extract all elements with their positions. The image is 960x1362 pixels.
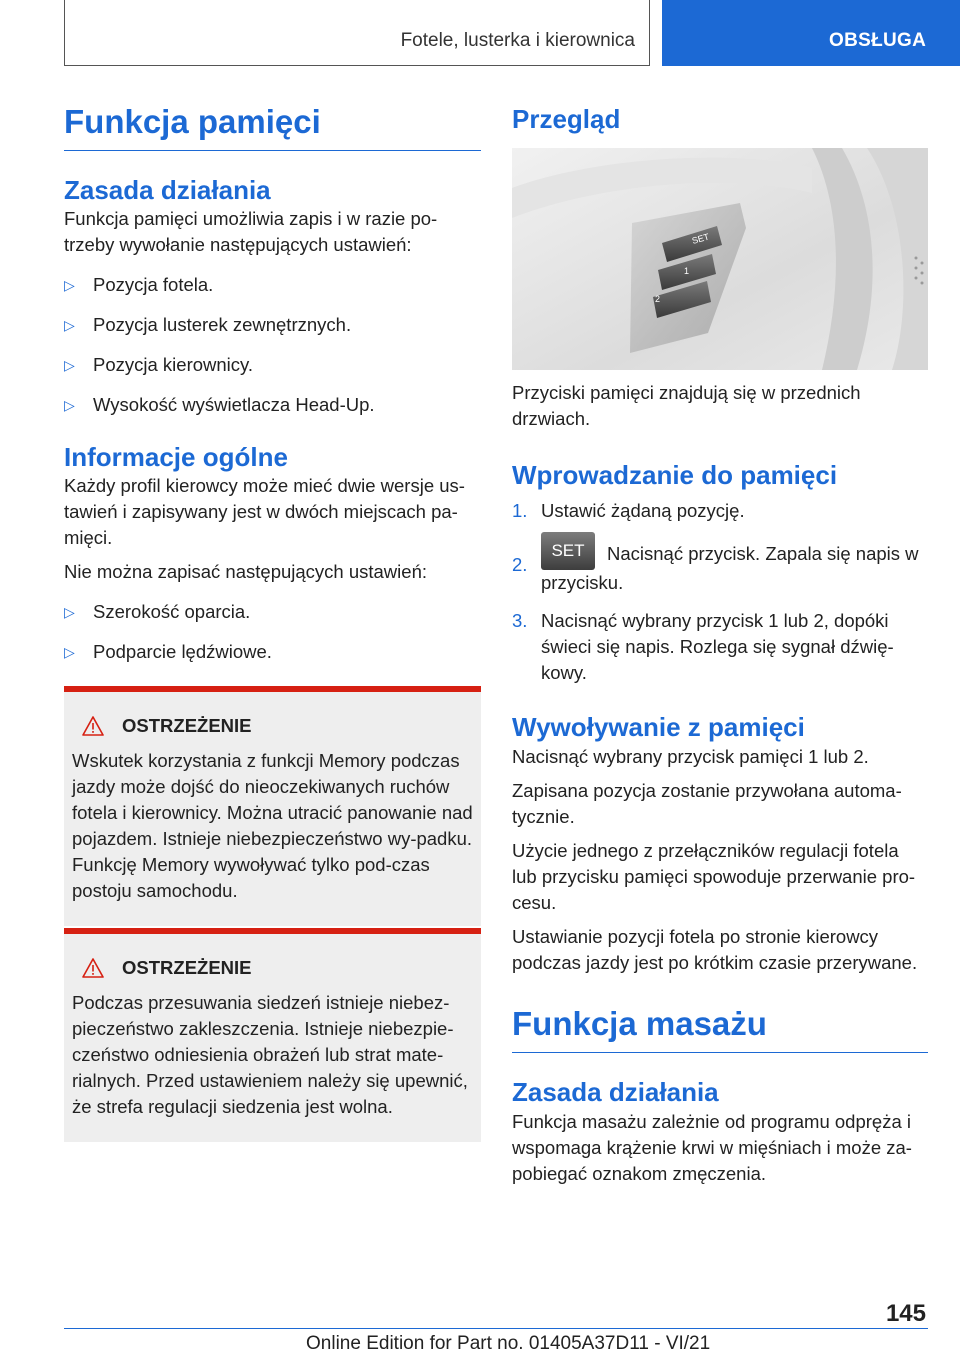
memory-title: Funkcja pamięci bbox=[64, 100, 481, 151]
memory-buttons-photo bbox=[512, 148, 928, 370]
door-panel-illustration bbox=[512, 148, 928, 370]
principle-list bbox=[64, 272, 481, 418]
recall-text-2: Zapisana pozycja zostanie przywołana automa-tycznie. bbox=[512, 780, 902, 827]
footer-divider bbox=[64, 1328, 928, 1329]
recall-text-3: Użycie jednego z przełączników regulacji fotela lub przycisku pamięci spowoduje przerwanie pro-cesu. bbox=[512, 840, 916, 913]
store-steps bbox=[512, 498, 928, 686]
right-column-top bbox=[512, 100, 928, 138]
photo-set-label: SET bbox=[690, 231, 711, 246]
triangle-bullet-icon: ▷ bbox=[64, 644, 75, 660]
warning-1-title: OSTRZEŻENIE bbox=[122, 715, 252, 736]
overview-title: Przegląd bbox=[512, 104, 621, 134]
page-number: 145 bbox=[885, 1300, 926, 1327]
header-tab[interactable] bbox=[662, 0, 960, 66]
not-saved-list bbox=[64, 599, 481, 665]
general-title: Informacje ogólne bbox=[64, 442, 288, 472]
header-section-title: Fotele, lusterka i kierownica bbox=[400, 30, 635, 51]
overview-caption: Przyciski pamięci znajdują się w przednich drzwiach. bbox=[512, 382, 861, 429]
recall-text-4: Ustawianie pozycji fotela po stronie kierowcy podczas jazdy jest po krótkim czasie przerywane. bbox=[512, 926, 918, 973]
set-button-icon: SET bbox=[541, 532, 595, 570]
warning-triangle-icon bbox=[82, 958, 104, 978]
general-text: Każdy profil kierowcy może mieć dwie wersje us-tawień i zapisywany jest w dwóch miejscach pa-mięci. bbox=[64, 475, 465, 548]
left-column bbox=[64, 100, 481, 721]
massage-title: Funkcja masażu bbox=[512, 1002, 928, 1053]
warning-box-2 bbox=[64, 928, 481, 1142]
right-column bbox=[512, 380, 928, 1187]
list-item: ▷ Wysokość wyświetlacza Head-Up. bbox=[64, 392, 481, 418]
massage-principle-title: Zasada działania bbox=[512, 1077, 719, 1107]
recall-text-1: Nacisnąć wybrany przycisk pamięci 1 lub 2. bbox=[512, 746, 869, 767]
list-item: ▷ Szerokość oparcia. bbox=[64, 599, 481, 625]
not-saved-text: Nie można zapisać następujących ustawień: bbox=[64, 561, 427, 582]
principle-title: Zasada działania bbox=[64, 175, 271, 205]
triangle-bullet-icon: ▷ bbox=[64, 604, 75, 620]
massage-text: Funkcja masażu zależnie od programu odpręża i wspomaga krążenie krwi w mięśniach i może za-pobiegać oznakom zmęczenia. bbox=[512, 1111, 912, 1184]
warning-2-title: OSTRZEŻENIE bbox=[122, 957, 252, 978]
list-item: 2. SET Nacisnąć przycisk. Zapala się napis w przycisku. bbox=[512, 540, 928, 596]
photo-button-2-label: 2 bbox=[655, 294, 661, 304]
list-item: 1. Ustawić żądaną pozycję. bbox=[512, 500, 745, 521]
list-item: ▷ Pozycja kierownicy. bbox=[64, 352, 481, 378]
list-item: 3. Nacisnąć wybrany przycisk 1 lub 2, dopóki świeci się napis. Rozlega się sygnał dźwię-kowy. bbox=[512, 610, 894, 683]
warning-2-text: Podczas przesuwania siedzeń istnieje niebez-pieczeństwo zakleszczenia. Istnieje niebezpie-czeństwo odniesienia obrażeń lub strat mate-rialnych. Przed ustawieniem należy się upewnić, że strefa regulacji siedzenia jest wolna. bbox=[72, 992, 468, 1117]
header-section-box bbox=[64, 0, 650, 66]
header-tab-label: OBSŁUGA bbox=[829, 30, 927, 51]
warning-box-1 bbox=[64, 686, 481, 926]
triangle-bullet-icon: ▷ bbox=[64, 397, 75, 413]
triangle-bullet-icon: ▷ bbox=[64, 317, 75, 333]
principle-text: Funkcja pamięci umożliwia zapis i w razie po-trzeby wywołanie następujących ustawień: bbox=[64, 208, 438, 255]
store-title: Wprowadzanie do pamięci bbox=[512, 460, 838, 490]
photo-button-1-label: 1 bbox=[684, 266, 690, 276]
recall-title: Wywoływanie z pamięci bbox=[512, 712, 805, 742]
triangle-bullet-icon: ▷ bbox=[64, 357, 75, 373]
list-item: ▷ Podparcie lędźwiowe. bbox=[64, 639, 481, 665]
list-item: ▷ Pozycja lusterek zewnętrznych. bbox=[64, 312, 481, 338]
footer-edition: Online Edition for Part no. 01405A37D11 - VI/21 bbox=[306, 1333, 711, 1354]
warning-1-text: Wskutek korzystania z funkcji Memory podczas jazdy może dojść do nieoczekiwanych ruchów fotela i kierownicy. Można utracić panowanie nad pojazdem. Istnieje niebezpieczeństwo wy-padku. Funkcję Memory wywoływać tylko pod-czas postoju samochodu. bbox=[72, 750, 473, 901]
triangle-bullet-icon: ▷ bbox=[64, 277, 75, 293]
list-item: ▷ Pozycja fotela. bbox=[64, 272, 481, 298]
warning-triangle-icon bbox=[82, 716, 104, 736]
